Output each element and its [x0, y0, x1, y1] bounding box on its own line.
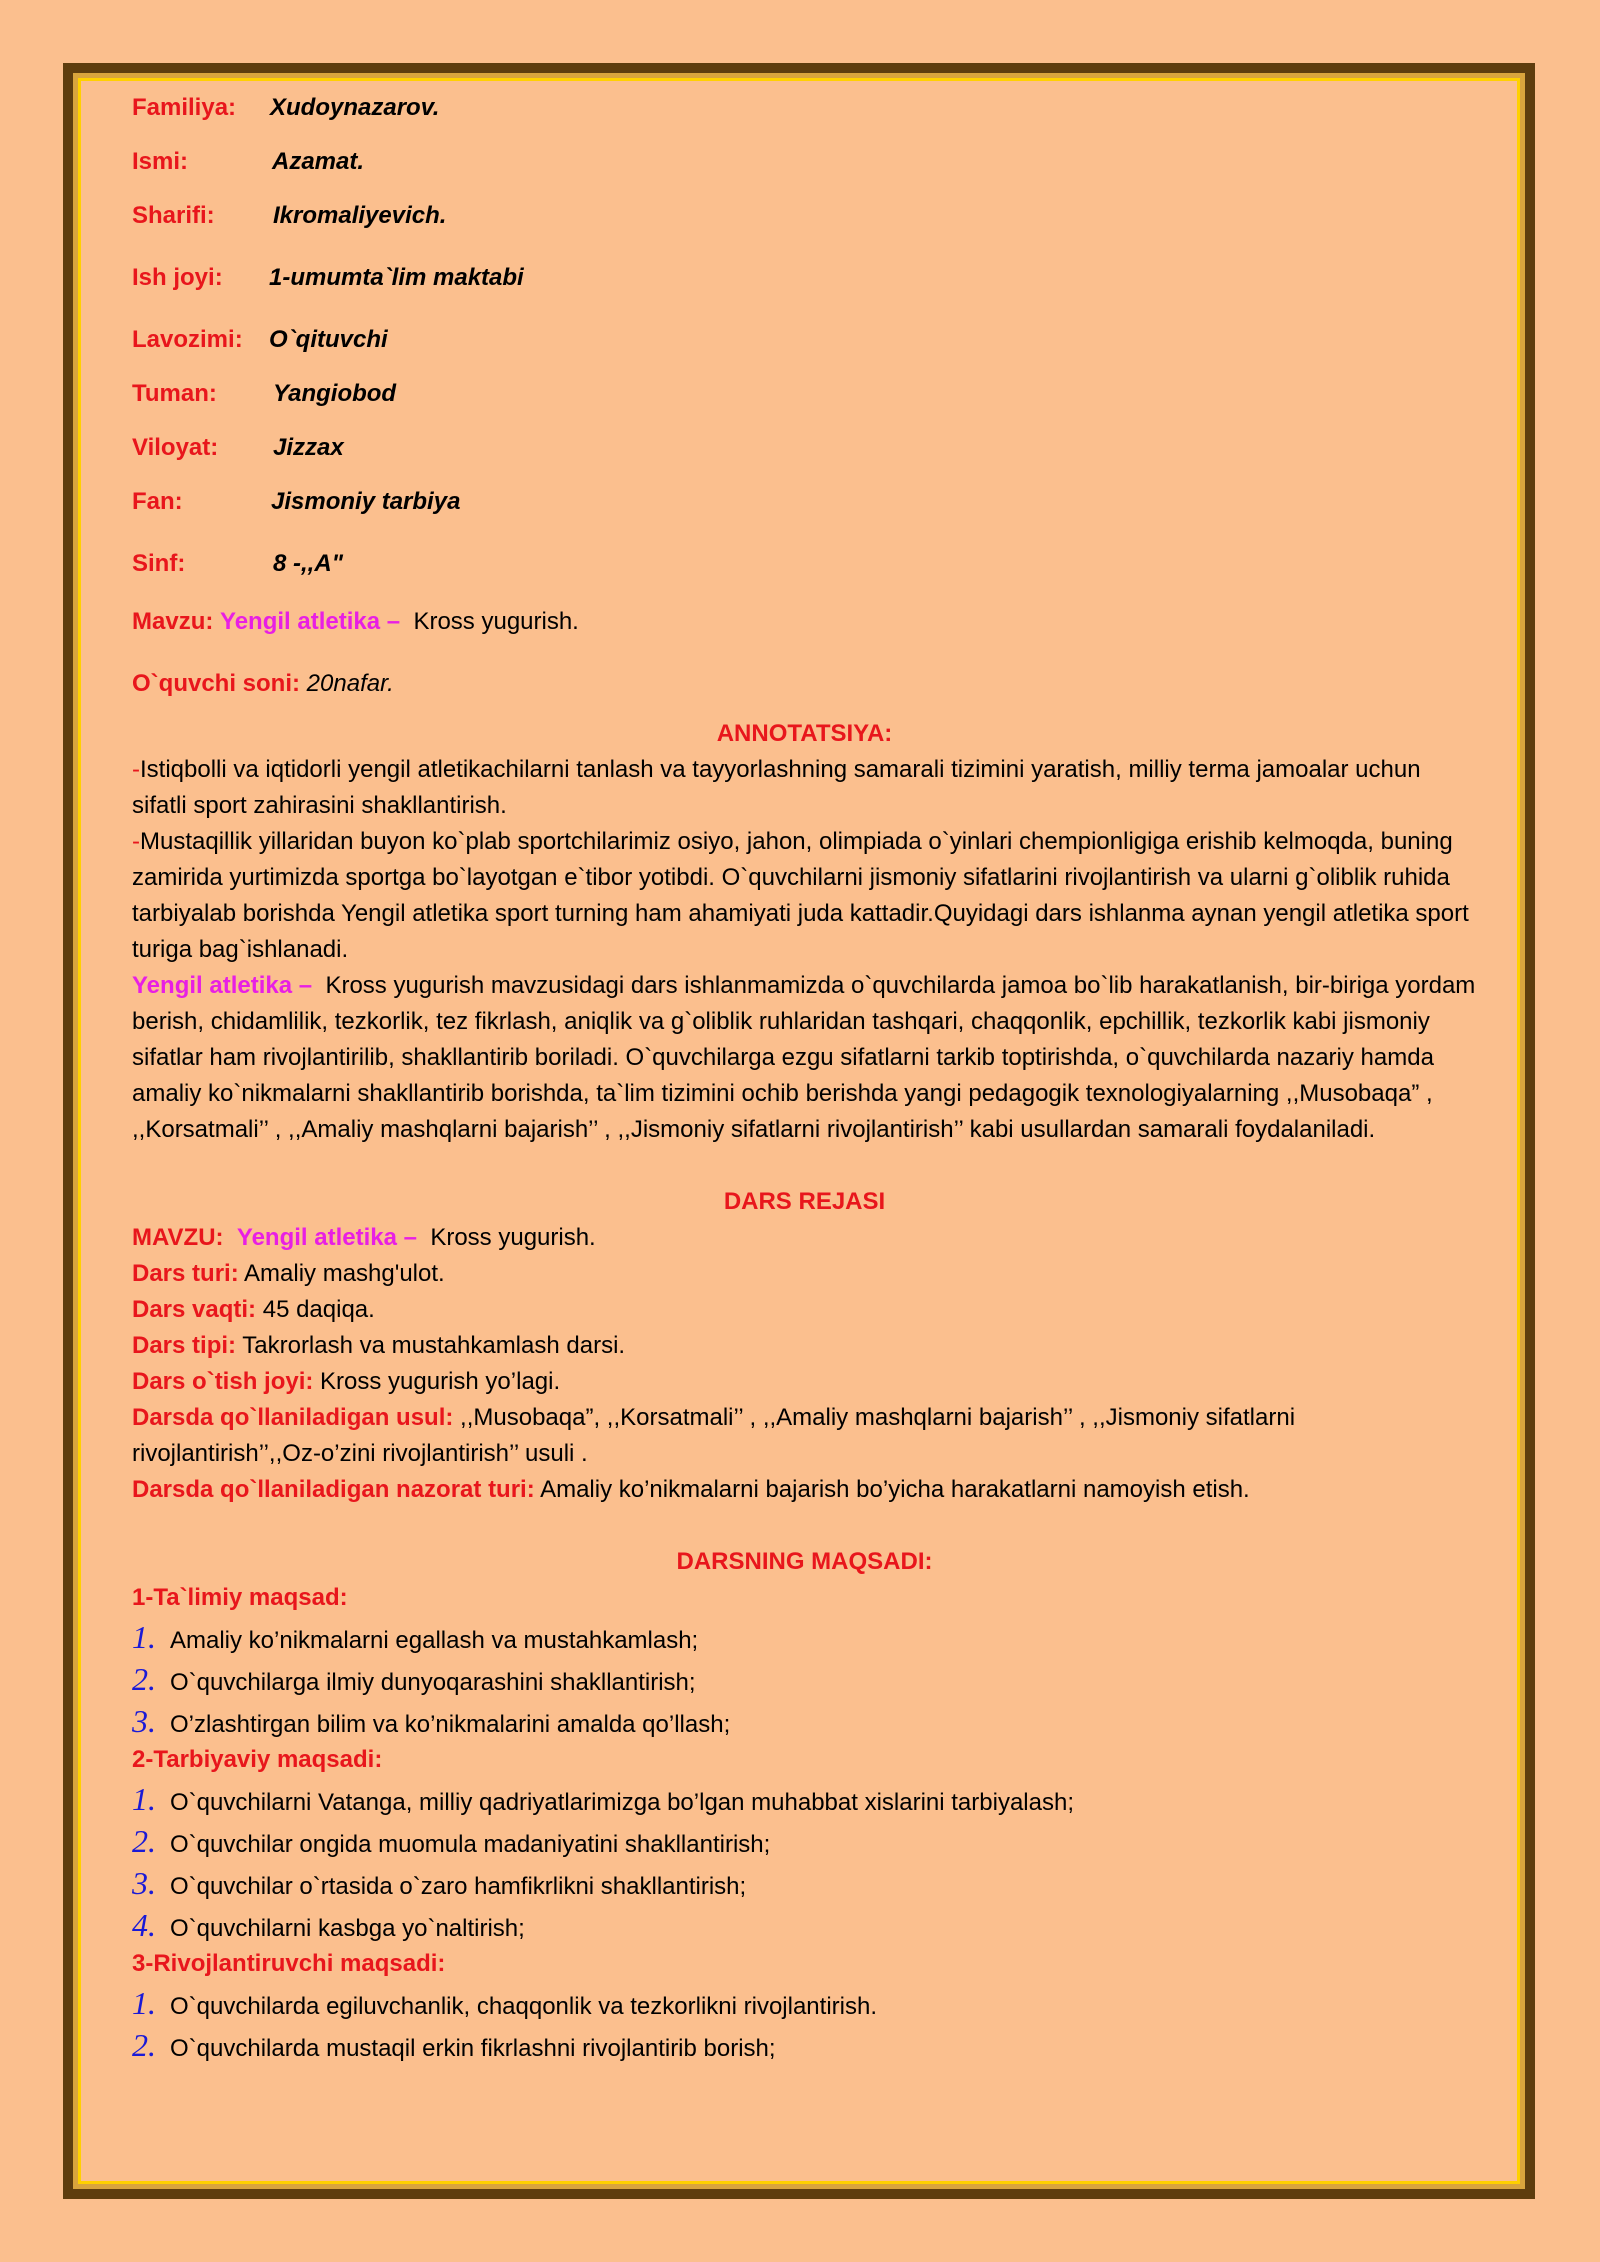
- annotation-paragraph-1: -Istiqbolli va iqtidorli yengil atletikachilarni tanlash va tayyorlashning samarali tizimini yaratish, milliy terma jamoalar uchun sifatli sport zahirasini shakllantirish.: [132, 756, 1421, 819]
- list-item: 2. O`quvchilarga ilmiy dunyoqarashini shakllantirish;: [132, 1661, 696, 1697]
- goals-section: [132, 1544, 1477, 2066]
- list-item: 2. O`quvchilarda mustaqil erkin fikrlashni rivojlantirib borish;: [132, 2027, 776, 2063]
- mavzu-row: Mavzu: Yengil atletika – Kross yugurish.: [132, 608, 579, 635]
- info-row-familiya: Familiya: Xudoynazarov.: [132, 94, 440, 121]
- goal-title-tarbiyaviy: 2-Tarbiyaviy maqsadi:: [132, 1746, 383, 1773]
- list-item: 1. O`quvchilarni Vatanga, milliy qadriyatlarimizga bo’lgan muhabbat xislarini tarbiyalash;: [132, 1781, 1074, 1817]
- info-row-ismi: Ismi: Azamat.: [132, 148, 365, 175]
- annotation-heading: ANNOTATSIYA:: [716, 720, 893, 747]
- plan-row: Darsda qo`llaniladigan usul: ,,Musobaqa”, ,,Korsatmali’’ , ,,Amaliy mashqlarni bajarish’’ , ,,Jismoniy sifatlarni rivojlantirish’’,,Oz-o’zini rivojlantirish’’ usuli .: [132, 1404, 1296, 1467]
- info-row-sharifi: Sharifi: Ikromaliyevich.: [132, 202, 447, 229]
- list-item: 1. Amaliy ko’nikmalarni egallash va mustahkamlash;: [132, 1619, 699, 1655]
- goal-title-rivojlantiruvchi: 3-Rivojlantiruvchi maqsadi:: [132, 1950, 446, 1977]
- list-item: 3. O`quvchilar o`rtasida o`zaro hamfikrlikni shakllantirish;: [132, 1865, 747, 1901]
- goals-heading: DARSNING MAQSADI:: [676, 1548, 933, 1575]
- info-row-viloyat: Viloyat: Jizzax: [132, 434, 344, 461]
- annotation-paragraph-2: -Mustaqillik yillaridan buyon ko`plab sportchilarimiz osiyo, jahon, olimpiada o`yinlari chempionligiga erishib kelmoqda, buning zamirida yurtimizda sportga bo`layotgan e`tibor yotibdi. O`quvchilarni jismoniy sifatlarini rivojlantirish va ularni g`oliblik ruhida tarbiyalab borishda Yengil atletika sport turning ham ahamiyati juda kattadir.Quyidagi dars ishlanma aynan yengil atletika sport turiga bag`ishlanadi.: [132, 828, 1469, 963]
- oquvchi-soni-row: O`quvchi soni: 20nafar.: [132, 670, 394, 697]
- plan-row: Dars turi: Amaliy mashg'ulot.: [132, 1260, 445, 1287]
- goal-title-talimiy: 1-Ta`limiy maqsad:: [132, 1584, 348, 1611]
- lesson-plan-heading: DARS REJASI: [723, 1188, 886, 1215]
- plan-row: Dars tipi: Takrorlash va mustahkamlash darsi.: [132, 1332, 626, 1359]
- info-row-ish-joyi: Ish joyi: 1-umumta`lim maktabi: [132, 264, 524, 291]
- list-item: 2. O`quvchilar ongida muomula madaniyatini shakllantirish;: [132, 1823, 771, 1859]
- lesson-plan-section: [132, 1184, 1477, 1508]
- plan-row: Dars o`tish joyi: Kross yugurish yo’lagi.: [132, 1368, 561, 1395]
- info-row-sinf: Sinf: 8 -,,A": [132, 550, 344, 577]
- list-item: 3. O’zlashtirgan bilim va ko’nikmalarini amalda qo’llash;: [132, 1703, 731, 1739]
- list-item: 1. O`quvchilarda egiluvchanlik, chaqqonlik va tezkorlikni rivojlantirish.: [132, 1985, 877, 2021]
- document-body: [132, 90, 1477, 2066]
- info-row-lavozimi: Lavozimi: O`qituvchi: [132, 326, 388, 353]
- info-row-fan: Fan: Jismoniy tarbiya: [132, 488, 461, 515]
- annotation-paragraph-3: Yengil atletika – Kross yugurish mavzusidagi dars ishlanmamizda o`quvchilarda jamoa bo`lib harakatlanish, bir-biriga yordam berish, chidamlilik, tezkorlik, tez fikrlash, aniqlik va g`oliblik ruhlaridan tashqari, chaqqonlik, epchillik, tezkorlik kabi jismoniy sifatlar ham rivojlantirilib, shakllantirib boriladi. O`quvchilarga ezgu sifatlarni tarkib toptirishda, o`quvchilarda nazariy hamda amaliy ko`nikmalarni shakllantirib borishda, ta`lim tizimini ochib berishda yangi pedagogik texnologiyalarning ,,Musobaqa” , ,,Korsatmali’’ , ,,Amaliy mashqlarni bajarish’’ , ,,Jismoniy sifatlarni rivojlantirish’’ kabi usullardan samarali foydalaniladi.: [132, 972, 1476, 1143]
- info-row-tuman: Tuman: Yangiobod: [132, 380, 397, 407]
- annotation-section: [132, 716, 1477, 1148]
- list-item: 4. O`quvchilarni kasbga yo`naltirish;: [132, 1907, 525, 1943]
- plan-row: Darsda qo`llaniladigan nazorat turi: Amaliy ko’nikmalarni bajarish bo’yicha harakatlarni namoyish etish.: [132, 1476, 1250, 1503]
- plan-row: Dars vaqti: 45 daqiqa.: [132, 1296, 375, 1323]
- plan-mavzu: MAVZU: Yengil atletika – Kross yugurish.: [132, 1224, 596, 1251]
- personal-info: [132, 90, 1477, 716]
